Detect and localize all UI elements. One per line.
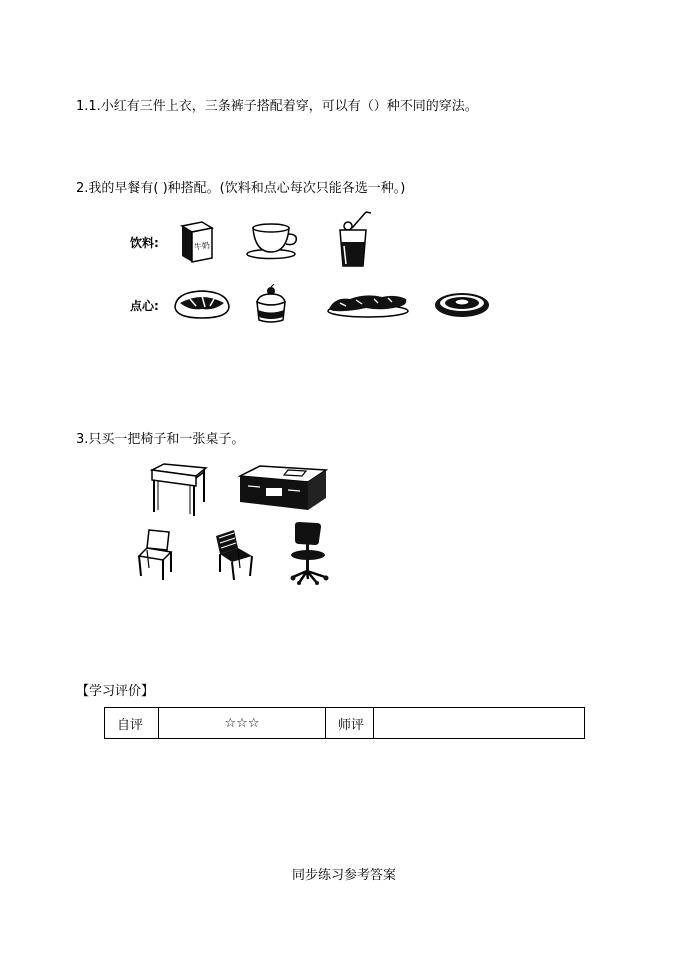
juice-glass-icon [334,210,372,270]
cake-icon [251,284,291,326]
question-1: 1.1.小红有三件上衣，三条裤子搭配着穿，可以有（）种不同的穿法。 [76,99,478,114]
office-desk-icon [238,464,328,512]
teacup-icon [245,222,299,260]
youtiao-icon [326,291,410,319]
milk-box-text: 牛奶 [193,240,211,252]
desk-icon [150,462,208,518]
evaluation-table [104,707,585,739]
star-rating[interactable]: ☆☆☆ [159,708,326,739]
teacher-eval-value[interactable] [374,708,585,739]
evaluation-heading: 【学习评价】 [76,684,155,699]
metal-chair-icon [212,528,254,582]
teacher-eval-label: 师评 [326,708,374,739]
question-3: 3.只买一把椅子和一张桌子。 [76,432,245,447]
bread-icon [172,287,232,321]
answers-heading: 同步练习参考答案 [291,868,396,883]
milk-box-icon [178,218,214,264]
chair-icon [135,528,177,582]
self-eval-label: 自评 [105,708,159,739]
snacks-label: 点心: [130,299,159,313]
donut-icon [433,290,491,320]
drinks-label: 饮料: [130,236,159,250]
swivel-chair-icon [289,521,333,585]
question-2: 2.我的早餐有( )种搭配。(饮料和点心每次只能各选一种。) [76,181,406,196]
